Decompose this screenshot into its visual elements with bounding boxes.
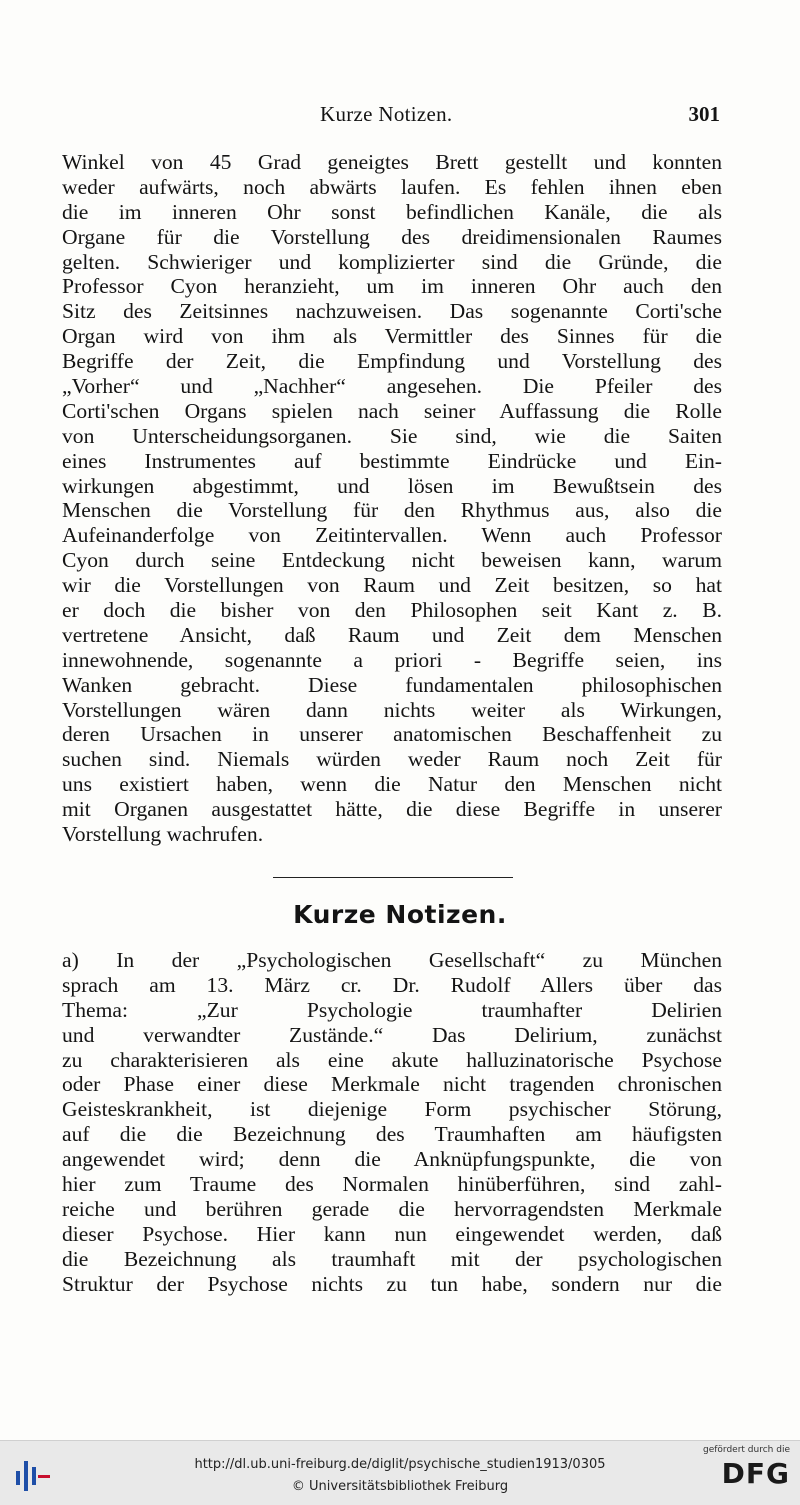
text-line: mit Organen ausgestattet hätte, die diese Begriffe in unserer: [62, 797, 722, 822]
text-line: sprach am 13. März cr. Dr. Rudolf Allers über das: [62, 972, 722, 997]
funder-caption: gefördert durch die: [703, 1445, 790, 1455]
section-divider: [273, 877, 513, 878]
text-line: „Vorher“ und „Nachher“ angesehen. Die Pfeiler des: [62, 374, 722, 399]
text-line: Begriffe der Zeit, die Empfindung und Vorstellung des: [62, 349, 722, 374]
text-line: uns existiert haben, wenn die Natur den Menschen nicht: [62, 772, 722, 797]
text-line: Sitz des Zeitsinnes nachzuweisen. Das sogenannte Corti'sche: [62, 299, 722, 324]
text-line: wir die Vorstellungen von Raum und Zeit besitzen, so hat: [62, 573, 722, 598]
running-header: [62, 102, 722, 132]
text-line: angewendet wird; denn die Anknüpfungspunkte, die von: [62, 1147, 722, 1172]
text-line: Wanken gebracht. Diese fundamentalen philosophischen: [62, 672, 722, 697]
text-line: Professor Cyon heranzieht, um im inneren Ohr auch den: [62, 274, 722, 299]
text-line: vertretene Ansicht, daß Raum und Zeit dem Menschen: [62, 622, 722, 647]
text-line: Vorstellungen wären dann nichts weiter als Wirkungen,: [62, 697, 722, 722]
text-line: weder aufwärts, noch abwärts laufen. Es fehlen ihnen eben: [62, 174, 722, 199]
text-line: Struktur der Psychose nichts zu tun habe, sondern nur die: [62, 1271, 722, 1296]
text-line: dieser Psychose. Hier kann nun eingewendet werden, daß: [62, 1221, 722, 1246]
section-paragraph: [62, 948, 722, 1296]
text-line: die Bezeichnung als traumhaft mit der psychologischen: [62, 1246, 722, 1271]
viewer-footer: [0, 1440, 800, 1505]
continuation-paragraph: [62, 150, 722, 847]
text-line: deren Ursachen in unserer anatomischen Beschaffenheit zu: [62, 722, 722, 747]
page-number: 301: [688, 102, 720, 126]
text-line: Aufeinanderfolge von Zeitintervallen. Wenn auch Professor: [62, 523, 722, 548]
text-line: Thema: „Zur Psychologie traumhafter Delirien: [62, 997, 722, 1022]
permalink-url[interactable]: http://dl.ub.uni-freiburg.de/diglit/psychische_studien1913/0305: [194, 1457, 606, 1472]
text-line: suchen sind. Niemals würden weder Raum noch Zeit für: [62, 747, 722, 772]
section-heading: Kurze Notizen.: [293, 900, 507, 929]
text-line: Geisteskrankheit, ist diejenige Form psychischer Störung,: [62, 1097, 722, 1122]
text-line: a) In der „Psychologischen Gesellschaft“ zu München: [62, 948, 722, 972]
text-line: innewohnende, sogenannte a priori - Begriffe seien, ins: [62, 647, 722, 672]
text-line: die im inneren Ohr sonst befindlichen Kanäle, die als: [62, 199, 722, 224]
text-line: oder Phase einer diese Merkmale nicht tragenden chronischen: [62, 1072, 722, 1097]
text-line: und verwandter Zustände.“ Das Delirium, zunächst: [62, 1022, 722, 1047]
text-line: zu charakterisieren als eine akute halluzinatorische Psychose: [62, 1047, 722, 1072]
text-line: Menschen die Vorstellung für den Rhythmus aus, also die: [62, 498, 722, 523]
text-line: Organ wird von ihm als Vermittler des Sinnes für die: [62, 324, 722, 349]
text-line: Cyon durch seine Entdeckung nicht beweisen kann, warum: [62, 548, 722, 573]
running-header-title: Kurze Notizen.: [320, 102, 453, 126]
text-line: eines Instrumentes auf bestimmte Eindrücke und Ein-: [62, 448, 722, 473]
text-line: Winkel von 45 Grad geneigtes Brett gestellt und konnten: [62, 150, 722, 174]
text-line: von Unterscheidungsorganen. Sie sind, wie die Saiten: [62, 423, 722, 448]
text-line: er doch die bisher von den Philosophen seit Kant z. B.: [62, 598, 722, 623]
dfg-logo-text: DFG: [721, 1457, 790, 1490]
text-line: hier zum Traume des Normalen hinüberführen, sind zahl-: [62, 1172, 722, 1197]
text-line: Vorstellung wachrufen.: [62, 822, 264, 847]
text-line: gelten. Schwieriger und komplizierter sind die Gründe, die: [62, 249, 722, 274]
text-line: reiche und berühren gerade die hervorragendsten Merkmale: [62, 1196, 722, 1221]
dfg-logo: [700, 1445, 790, 1501]
text-line: Corti'schen Organs spielen nach seiner Auffassung die Rolle: [62, 398, 722, 423]
copyright-text: © Universitätsbibliothek Freiburg: [291, 1479, 509, 1494]
text-line: Organe für die Vorstellung des dreidimensionalen Raumes: [62, 224, 722, 249]
text-line: auf die die Bezeichnung des Traumhaften am häufigsten: [62, 1122, 722, 1147]
text-line: wirkungen abgestimmt, und lösen im Bewußtsein des: [62, 473, 722, 498]
